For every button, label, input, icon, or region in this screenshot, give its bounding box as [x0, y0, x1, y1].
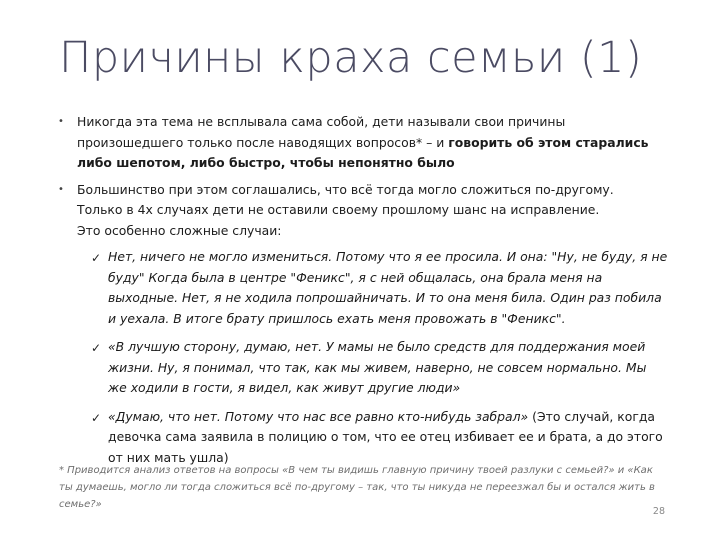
footnote: * Приводится анализ ответов на вопросы «В чем ты видишь главную причину твоей разлуки с семьей?» и «Как ты думаешь, могло ли тогда сложиться всё по-другому – так, что ты никуда не переезжал бы и остался жить в семье?»	[59, 465, 655, 510]
bullet-item-2	[58, 180, 668, 242]
checkmark-icon: ✓	[91, 341, 102, 355]
bullet-1-bold-text: говорить об этом старались либо шепотом, либо быстро, чтобы непонятно было	[77, 134, 649, 170]
bullet-2-line-2: Только в 4х случаях дети не оставили своему прошлому шанс на исправление.	[77, 202, 600, 217]
checkmark-icon: ✓	[91, 410, 102, 425]
quote-1-text: Нет, ничего не могло измениться. Потому что я ее просила. И она: "Ну, не буду, я не буду" Когда была в центре "Феникс", я с ней общалась, она брала меня на выходные. Нет, я не ходила попрошайничать. И то она меня била. Один раз побила и уехала. В итоге брату пришлось ехать меня провожать в "Феникс".	[108, 249, 668, 326]
bullet-2-line-3: Это особенно сложные случаи:	[77, 222, 282, 238]
quote-item-2	[58, 337, 668, 399]
bullet-item-1	[58, 112, 668, 174]
quote-item-1	[58, 247, 668, 329]
bullet-2-line-1: Большинство при этом соглашались, что всё тогда могло сложиться по-другому.	[77, 181, 614, 197]
quote-2-text: «В лучшую сторону, думаю, нет. У мамы не было средств для поддержания моей жизни. Ну, я понимал, что так, как мы живем, наверно, не совсем нормально. Мы же ходили в гости, я видел, как живут другие люди»	[108, 339, 647, 395]
quote-item-3	[58, 407, 668, 469]
bullet-dot-icon: •	[58, 183, 64, 195]
quote-3-text: «Думаю, что нет. Потому что нас все равно кто-нибудь забрал»	[108, 408, 529, 424]
slide-content	[58, 112, 668, 476]
bullet-dot-icon: •	[58, 116, 64, 127]
quote-3-note: (Это случай, когда девочка сама заявила в полицию о том, что ее отец избивает ее и брата, а до этого от них мать ушла)	[108, 408, 663, 465]
bullet-1-text: Никогда эта тема не всплывала сама собой, дети называли свои причины произошедшего только после наводящих вопросов* – и	[77, 114, 566, 150]
slide-title: Причины краха семьи (1)	[59, 33, 643, 83]
page-number: 28	[652, 506, 665, 517]
checkmark-icon: ✓	[91, 251, 102, 265]
